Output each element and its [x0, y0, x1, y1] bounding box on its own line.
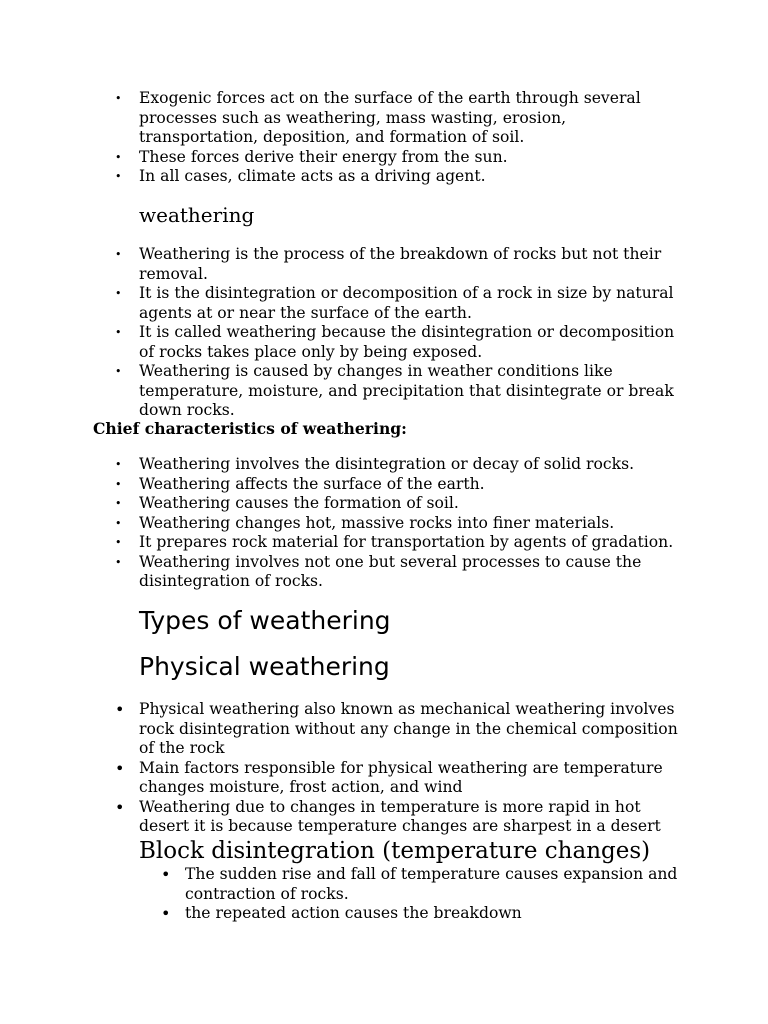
physical-weathering-list: [139, 700, 684, 837]
list-item: • Weathering due to changes in temperature is more rapid in hot desert it is because temperature changes are sharpest in a desert: [139, 798, 684, 837]
types-of-weathering-heading: Types of weathering: [139, 606, 391, 635]
list-item: • These forces derive their energy from the sun.: [139, 148, 684, 168]
list-item: • Weathering is the process of the breakdown of rocks but not their removal.: [139, 245, 684, 284]
list-item: • Exogenic forces act on the surface of the earth through several processes such as weathering, mass wasting, erosion, transportation, deposition, and formation of soil.: [139, 89, 684, 148]
list-item: • It prepares rock material for transportation by agents of gradation.: [139, 533, 684, 553]
list-item: • In all cases, climate acts as a driving agent.: [139, 167, 684, 187]
weathering-heading: weathering: [139, 203, 255, 227]
list-item: • Weathering causes the formation of soil.: [139, 494, 684, 514]
chief-characteristics-list: [139, 455, 684, 592]
list-item: • The sudden rise and fall of temperature causes expansion and contraction of rocks.: [185, 865, 685, 904]
list-item: • Weathering changes hot, massive rocks into finer materials.: [139, 514, 684, 534]
weathering-list: [139, 245, 684, 421]
list-item: • Physical weathering also known as mechanical weathering involves rock disintegration without any change in the chemical composition of the rock: [139, 700, 684, 759]
list-item: • Weathering involves the disintegration or decay of solid rocks.: [139, 455, 684, 475]
list-item: • Weathering affects the surface of the earth.: [139, 475, 684, 495]
intro-list: [139, 89, 684, 187]
block-disintegration-heading: Block disintegration (temperature changes): [139, 838, 651, 864]
list-item: • Weathering is caused by changes in weather conditions like temperature, moisture, and precipitation that disintegrate or break down rocks.: [139, 362, 684, 421]
block-disintegration-list: [185, 865, 685, 924]
list-item: • It is the disintegration or decomposition of a rock in size by natural agents at or near the surface of the earth.: [139, 284, 684, 323]
list-item: • Weathering involves not one but several processes to cause the disintegration of rocks.: [139, 553, 684, 592]
list-item: • Main factors responsible for physical weathering are temperature changes moisture, frost action, and wind: [139, 759, 684, 798]
physical-weathering-heading: Physical weathering: [139, 652, 390, 681]
chief-characteristics-heading: Chief characteristics of weathering:: [93, 419, 407, 438]
list-item: • the repeated action causes the breakdown: [185, 904, 685, 924]
list-item: • It is called weathering because the disintegration or decomposition of rocks takes place only by being exposed.: [139, 323, 684, 362]
